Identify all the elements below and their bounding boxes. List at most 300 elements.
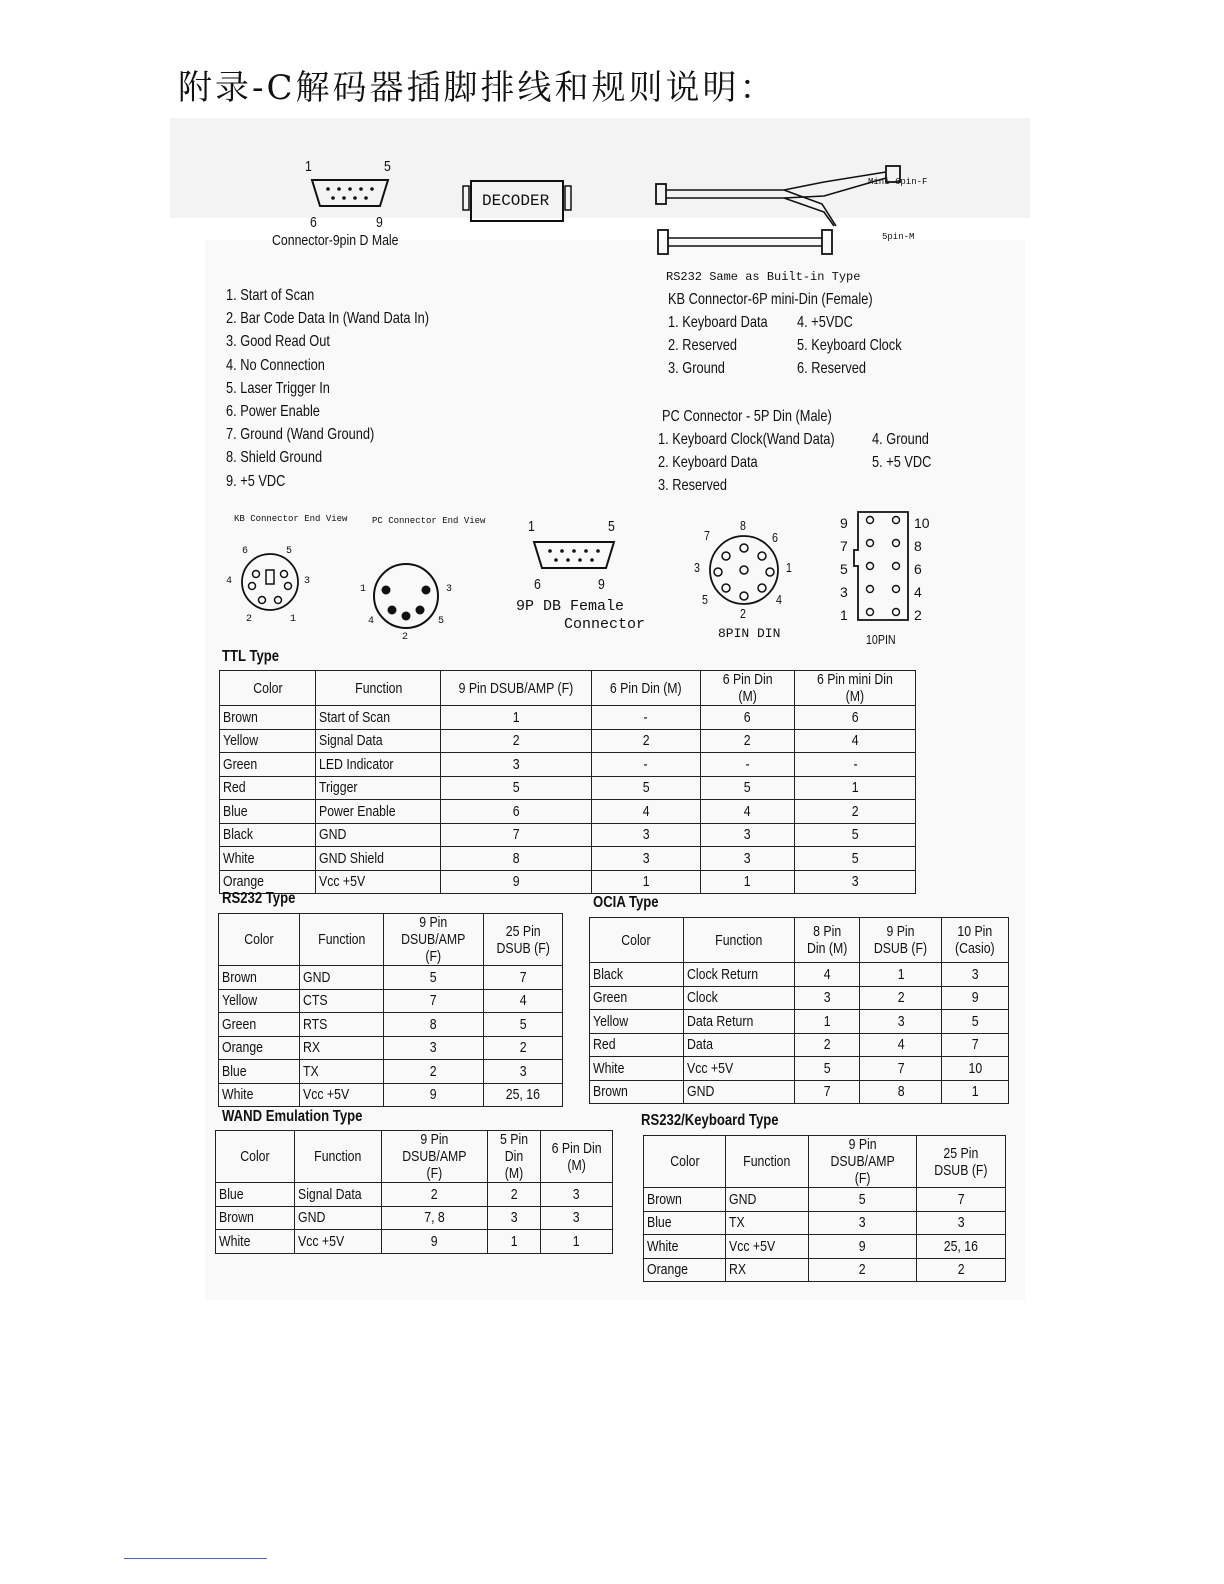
cell-text: Green: [223, 755, 258, 773]
pin-cell: [381, 1206, 487, 1230]
pin-cell: [384, 989, 483, 1013]
header-text: Color: [621, 931, 652, 949]
pin-cell: [860, 963, 942, 987]
cell-text: Brown: [223, 708, 258, 726]
header-text: Color: [252, 679, 283, 697]
din8-pin-2: 2: [740, 606, 746, 621]
pin-cell: [917, 1258, 1006, 1282]
table-row: [219, 966, 563, 990]
pin-item: 7. Ground (Wand Ground): [226, 426, 375, 444]
pin-cell: [441, 800, 591, 824]
cell-text: Green: [222, 1015, 257, 1033]
pin-cell: [591, 729, 700, 753]
cell-text: Brown: [593, 1083, 628, 1101]
color-cell: [216, 1206, 295, 1230]
color-cell: [219, 1013, 300, 1037]
function-cell: [295, 1206, 382, 1230]
color-cell: [590, 1010, 684, 1034]
pin-cell: [795, 1010, 860, 1034]
kb-pin-5: 5: [286, 546, 293, 557]
column-header: [683, 918, 794, 963]
cell-text: Yellow: [593, 1012, 629, 1030]
table-row: [590, 1033, 1009, 1057]
color-cell: [644, 1258, 726, 1282]
pin-cell: [591, 753, 700, 777]
cell-text: Brown: [222, 968, 257, 986]
function-cell: [300, 1060, 384, 1084]
p10-right-num: 10: [914, 515, 930, 531]
cell-text: White: [593, 1059, 625, 1077]
column-header: [809, 1136, 917, 1188]
cell-text: 5: [823, 1059, 831, 1077]
header-text: 10 Pin (Casio): [955, 923, 995, 957]
function-cell: [683, 986, 794, 1010]
column-header: [220, 671, 316, 706]
cell-text: TX: [728, 1214, 745, 1232]
p10-left-num: 3: [840, 584, 848, 600]
cell-text: Start of Scan: [319, 708, 391, 726]
table-row: [590, 963, 1009, 987]
header-text: 8 Pin Din (M): [807, 923, 848, 957]
color-cell: [220, 776, 316, 800]
cell-text: Power Enable: [319, 802, 396, 820]
cell-text: 2: [642, 732, 650, 750]
pin-cell: [860, 1010, 942, 1034]
function-cell: [316, 800, 441, 824]
db9f-pin-1: 1: [528, 518, 535, 535]
cell-text: 25, 16: [944, 1237, 979, 1255]
pin-cell: [441, 870, 591, 894]
cell-text: 1: [744, 873, 751, 891]
db9-male-icon: [300, 176, 400, 214]
function-cell: [725, 1258, 808, 1282]
function-cell: [683, 1057, 794, 1081]
cell-text: 3: [510, 1209, 518, 1227]
pin-cell: [381, 1183, 487, 1207]
din8-pin-3: 3: [694, 560, 700, 575]
db9f-label-1: 9P DB Female: [516, 598, 625, 615]
pin-cell: [795, 800, 916, 824]
cell-text: 3: [744, 849, 751, 867]
pin-cell: [591, 776, 700, 800]
connector9-pin-list: [226, 284, 480, 493]
cell-text: Red: [223, 779, 246, 797]
pin-cell: [917, 1211, 1006, 1235]
p10-right-num: 2: [914, 607, 922, 623]
pin-cell: [540, 1183, 612, 1207]
cell-text: 4: [823, 965, 831, 983]
cable-lower-label: 5pin-M: [882, 232, 915, 242]
pin-cell: [795, 729, 916, 753]
pin-cell: [942, 963, 1009, 987]
cell-text: 9: [971, 989, 979, 1007]
function-cell: [300, 966, 384, 990]
p10-left-num: 7: [840, 538, 848, 554]
cell-text: 3: [572, 1209, 580, 1227]
ocia-table: [589, 917, 1009, 1104]
cell-text: 7: [971, 1036, 979, 1054]
cell-text: Red: [593, 1036, 616, 1054]
cell-text: Yellow: [223, 732, 259, 750]
pin-item: 3. Reserved: [658, 477, 728, 495]
cell-text: RTS: [303, 1015, 328, 1033]
pin-cell: [384, 1013, 483, 1037]
table-row: [590, 1010, 1009, 1034]
header-text: Color: [244, 931, 274, 948]
color-cell: [590, 963, 684, 987]
column-header: [725, 1136, 808, 1188]
pin-cell: [942, 1010, 1009, 1034]
table-row: [216, 1183, 613, 1207]
cell-text: -: [643, 755, 648, 773]
cell-text: 3: [823, 989, 831, 1007]
color-cell: [590, 1080, 684, 1104]
header-text: 9 Pin DSUB/AMP (F): [830, 1136, 895, 1187]
pin-item: 2. Bar Code Data In (Wand Data In): [226, 310, 429, 328]
header-text: 25 Pin DSUB (F): [496, 922, 550, 957]
kb-pin-2: 2: [246, 614, 253, 625]
color-cell: [219, 989, 300, 1013]
rs232-table: [218, 913, 563, 1107]
cell-text: GND Shield: [319, 849, 385, 867]
cell-text: 3: [572, 1185, 580, 1203]
pin-item: 5. Keyboard Clock: [797, 337, 902, 355]
column-header: [219, 914, 300, 966]
table-row: [220, 753, 916, 777]
color-cell: [644, 1188, 726, 1212]
cell-text: 6: [512, 802, 520, 820]
p10-right-num: 4: [914, 584, 922, 600]
pc-connector-col1: [658, 428, 879, 498]
pin-item: 3. Ground: [668, 360, 725, 378]
cell-text: 7: [429, 992, 437, 1010]
pin-cell: [441, 823, 591, 847]
header-text: 9 Pin DSUB/AMP (F): [402, 1131, 467, 1182]
ten-pin-right-numbers: [914, 512, 930, 627]
column-header: [316, 671, 441, 706]
header-text: 25 Pin DSUB (F): [934, 1144, 988, 1179]
column-header: [540, 1131, 612, 1183]
table-row: [220, 706, 916, 730]
cell-text: 3: [642, 849, 650, 867]
decoder-label: DECODER: [482, 192, 550, 210]
pin-cell: [700, 870, 794, 894]
function-cell: [725, 1211, 808, 1235]
cell-text: Vcc +5V: [298, 1232, 345, 1250]
table-header-row: [590, 918, 1009, 963]
ocia-title: OCIA Type: [593, 894, 659, 911]
db9f-pin-9: 9: [598, 576, 605, 593]
cell-text: 5: [851, 826, 859, 844]
cell-text: Blue: [219, 1185, 244, 1203]
pin-cell: [700, 776, 794, 800]
function-cell: [300, 989, 384, 1013]
cell-text: 2: [859, 1261, 867, 1279]
function-cell: [683, 1033, 794, 1057]
header-text: Function: [314, 1148, 362, 1165]
pin-cell: [942, 1080, 1009, 1104]
cell-text: 25, 16: [505, 1086, 540, 1104]
cell-text: 7: [957, 1190, 965, 1208]
cell-text: Vcc +5V: [319, 873, 366, 891]
pc-connector-title: [662, 405, 874, 428]
pc-pin-4: 4: [368, 616, 375, 627]
wand-table: [215, 1130, 613, 1254]
color-cell: [220, 753, 316, 777]
p10-left-num: 1: [840, 607, 848, 623]
pin-cell: [795, 753, 916, 777]
cell-text: Brown: [219, 1209, 254, 1227]
cell-text: 1: [897, 965, 905, 983]
cell-text: -: [745, 755, 750, 773]
column-header: [942, 918, 1009, 963]
color-cell: [219, 1083, 300, 1107]
ttl-table: [219, 670, 916, 894]
cell-text: 2: [510, 1185, 518, 1203]
cell-text: Vcc +5V: [686, 1059, 733, 1077]
cell-text: GND: [686, 1083, 715, 1101]
cell-text: 2: [430, 1185, 438, 1203]
pin-cell: [441, 753, 591, 777]
cell-text: 2: [429, 1062, 437, 1080]
din8-pin-7: 7: [704, 528, 710, 543]
pin-cell: [860, 1057, 942, 1081]
rs232kb-title: RS232/Keyboard Type: [641, 1112, 779, 1129]
column-header: [591, 671, 700, 706]
ten-pin-header-icon: [852, 508, 914, 624]
cell-text: 3: [957, 1214, 965, 1232]
pc-connector-heading: PC Connector - 5P Din (Male): [662, 408, 832, 425]
pin-item: 5. Laser Trigger In: [226, 379, 330, 397]
rs232-note: RS232 Same as Built-in Type: [666, 270, 861, 284]
function-cell: [300, 1013, 384, 1037]
cell-text: 7: [897, 1059, 905, 1077]
header-text: Color: [669, 1153, 700, 1170]
color-cell: [644, 1211, 726, 1235]
ten-pin-left-numbers: [840, 512, 848, 627]
rs232-table-body: [219, 914, 563, 1107]
color-cell: [590, 1033, 684, 1057]
pin-cell: [795, 963, 860, 987]
table-row: [220, 776, 916, 800]
pin-item: 3. Good Read Out: [226, 333, 330, 351]
cell-text: 2: [823, 1036, 831, 1054]
pin-cell: [795, 847, 916, 871]
cell-text: 6: [744, 708, 751, 726]
pin-cell: [795, 870, 916, 894]
pc-pin-2: 2: [402, 632, 409, 643]
pin-cell: [540, 1206, 612, 1230]
pin-cell: [700, 753, 794, 777]
cell-text: 8: [429, 1015, 437, 1033]
pin-item: 5. +5 VDC: [872, 454, 932, 472]
cell-text: GND: [303, 968, 331, 986]
cell-text: 1: [851, 779, 859, 797]
cell-text: 3: [519, 1062, 527, 1080]
connector-pin-6: 6: [310, 214, 317, 231]
cell-text: -: [853, 755, 858, 773]
cell-text: 3: [859, 1214, 867, 1232]
function-cell: [316, 729, 441, 753]
cell-text: Clock: [686, 989, 718, 1007]
function-cell: [316, 753, 441, 777]
cell-text: Black: [223, 826, 254, 844]
pin-cell: [441, 776, 591, 800]
column-header: [590, 918, 684, 963]
column-header: [300, 914, 384, 966]
din8-pin-5: 5: [702, 592, 708, 607]
cell-text: 10: [968, 1059, 983, 1077]
cell-text: White: [222, 1086, 254, 1104]
pin-cell: [860, 1033, 942, 1057]
pin-cell: [540, 1230, 612, 1254]
cell-text: White: [647, 1237, 679, 1255]
header-text: Function: [743, 1153, 791, 1170]
kb-connector-title: [668, 288, 924, 311]
pin-cell: [809, 1188, 917, 1212]
cell-text: LED Indicator: [319, 755, 394, 773]
pin-item: 4. No Connection: [226, 356, 325, 374]
cell-text: RX: [303, 1039, 321, 1057]
db9f-pin-6: 6: [534, 576, 541, 593]
cell-text: 1: [642, 873, 650, 891]
pin-cell: [487, 1206, 540, 1230]
pin-cell: [591, 847, 700, 871]
color-cell: [216, 1230, 295, 1254]
function-cell: [316, 776, 441, 800]
pin-cell: [483, 1036, 562, 1060]
pin-cell: [700, 800, 794, 824]
column-header: [795, 671, 916, 706]
wand-title: WAND Emulation Type: [222, 1108, 363, 1125]
pin-cell: [942, 1057, 1009, 1081]
cell-text: Data: [686, 1036, 713, 1054]
header-text: 9 Pin DSUB/AMP (F): [458, 679, 574, 697]
pin-cell: [700, 823, 794, 847]
pin-cell: [483, 989, 562, 1013]
color-cell: [219, 1060, 300, 1084]
connector-pin-1: 1: [305, 158, 312, 175]
cell-text: 7: [519, 968, 527, 986]
column-header: [295, 1131, 382, 1183]
cell-text: 2: [519, 1039, 527, 1057]
table-row: [644, 1258, 1006, 1282]
cell-text: GND: [728, 1190, 757, 1208]
db9f-label-2: Connector: [564, 616, 646, 633]
pc-end-view-title: PC Connector End View: [372, 516, 486, 526]
function-cell: [300, 1036, 384, 1060]
color-cell: [219, 1036, 300, 1060]
function-cell: [683, 1010, 794, 1034]
table-header-row: [220, 671, 916, 706]
cell-text: 3: [897, 1012, 905, 1030]
color-cell: [220, 706, 316, 730]
p10-right-num: 6: [914, 561, 922, 577]
pin-item: 8. Shield Ground: [226, 449, 323, 467]
table-header-row: [216, 1131, 613, 1183]
ttl-table-body: [220, 671, 916, 894]
pin-cell: [809, 1211, 917, 1235]
ten-pin-label: 10PIN: [866, 632, 896, 647]
table-row: [590, 986, 1009, 1010]
pin-cell: [487, 1230, 540, 1254]
color-cell: [220, 729, 316, 753]
cell-text: Trigger: [319, 779, 358, 797]
ocia-table-body: [590, 918, 1009, 1104]
cell-text: -: [643, 708, 648, 726]
pin-item: 2. Keyboard Data: [658, 454, 758, 472]
color-cell: [216, 1183, 295, 1207]
cell-text: 7, 8: [424, 1209, 445, 1227]
color-cell: [590, 1057, 684, 1081]
cell-text: Green: [593, 989, 628, 1007]
pin-cell: [483, 1060, 562, 1084]
pin-cell: [483, 1083, 562, 1107]
table-header-row: [644, 1136, 1006, 1188]
pin-cell: [591, 800, 700, 824]
color-cell: [644, 1235, 726, 1259]
cell-text: Signal Data: [298, 1185, 363, 1203]
cell-text: 2: [744, 732, 751, 750]
pin-cell: [441, 847, 591, 871]
pin-item: 9. +5 VDC: [226, 472, 286, 490]
color-cell: [219, 966, 300, 990]
cell-text: Brown: [647, 1190, 682, 1208]
cell-text: RX: [728, 1261, 746, 1279]
function-cell: [683, 963, 794, 987]
cell-text: 7: [512, 826, 520, 844]
ttl-title: TTL Type: [222, 648, 280, 665]
header-text: Color: [240, 1148, 270, 1165]
p10-left-num: 5: [840, 561, 848, 577]
pin-cell: [860, 986, 942, 1010]
header-text: 6 Pin Din (M): [551, 1139, 602, 1174]
pin-item: 6. Power Enable: [226, 403, 320, 421]
cell-text: 1: [572, 1232, 580, 1250]
p10-left-num: 9: [840, 515, 848, 531]
header-text: 9 Pin DSUB/AMP (F): [401, 914, 466, 965]
pin-cell: [591, 870, 700, 894]
pin-cell: [384, 1083, 483, 1107]
rs232kb-table-body: [644, 1136, 1006, 1282]
color-cell: [220, 823, 316, 847]
pin-cell: [795, 776, 916, 800]
header-text: 6 Pin Din (M): [722, 671, 773, 705]
cell-text: Vcc +5V: [728, 1237, 776, 1255]
kb-pin-4: 4: [226, 576, 233, 587]
table-row: [219, 1013, 563, 1037]
din8-pin-8: 8: [740, 518, 746, 533]
header-text: 6 Pin Din (M): [609, 679, 682, 697]
cell-text: 8: [512, 849, 520, 867]
table-row: [644, 1235, 1006, 1259]
cell-text: 4: [897, 1036, 905, 1054]
pc-connector-col2: [872, 428, 946, 474]
header-text: 6 Pin mini Din (M): [817, 671, 894, 705]
cell-text: White: [223, 849, 255, 867]
pin-cell: [795, 1057, 860, 1081]
pin-cell: [917, 1235, 1006, 1259]
pin-cell: [384, 1036, 483, 1060]
cell-text: 5: [744, 779, 751, 797]
function-cell: [725, 1235, 808, 1259]
cell-text: 3: [851, 873, 859, 891]
kb-pin-6: 6: [242, 546, 249, 557]
cell-text: 5: [859, 1190, 867, 1208]
pin-item: 1. Keyboard Data: [668, 314, 768, 331]
cell-text: 4: [519, 992, 527, 1010]
y-cable-icon: [654, 160, 914, 260]
